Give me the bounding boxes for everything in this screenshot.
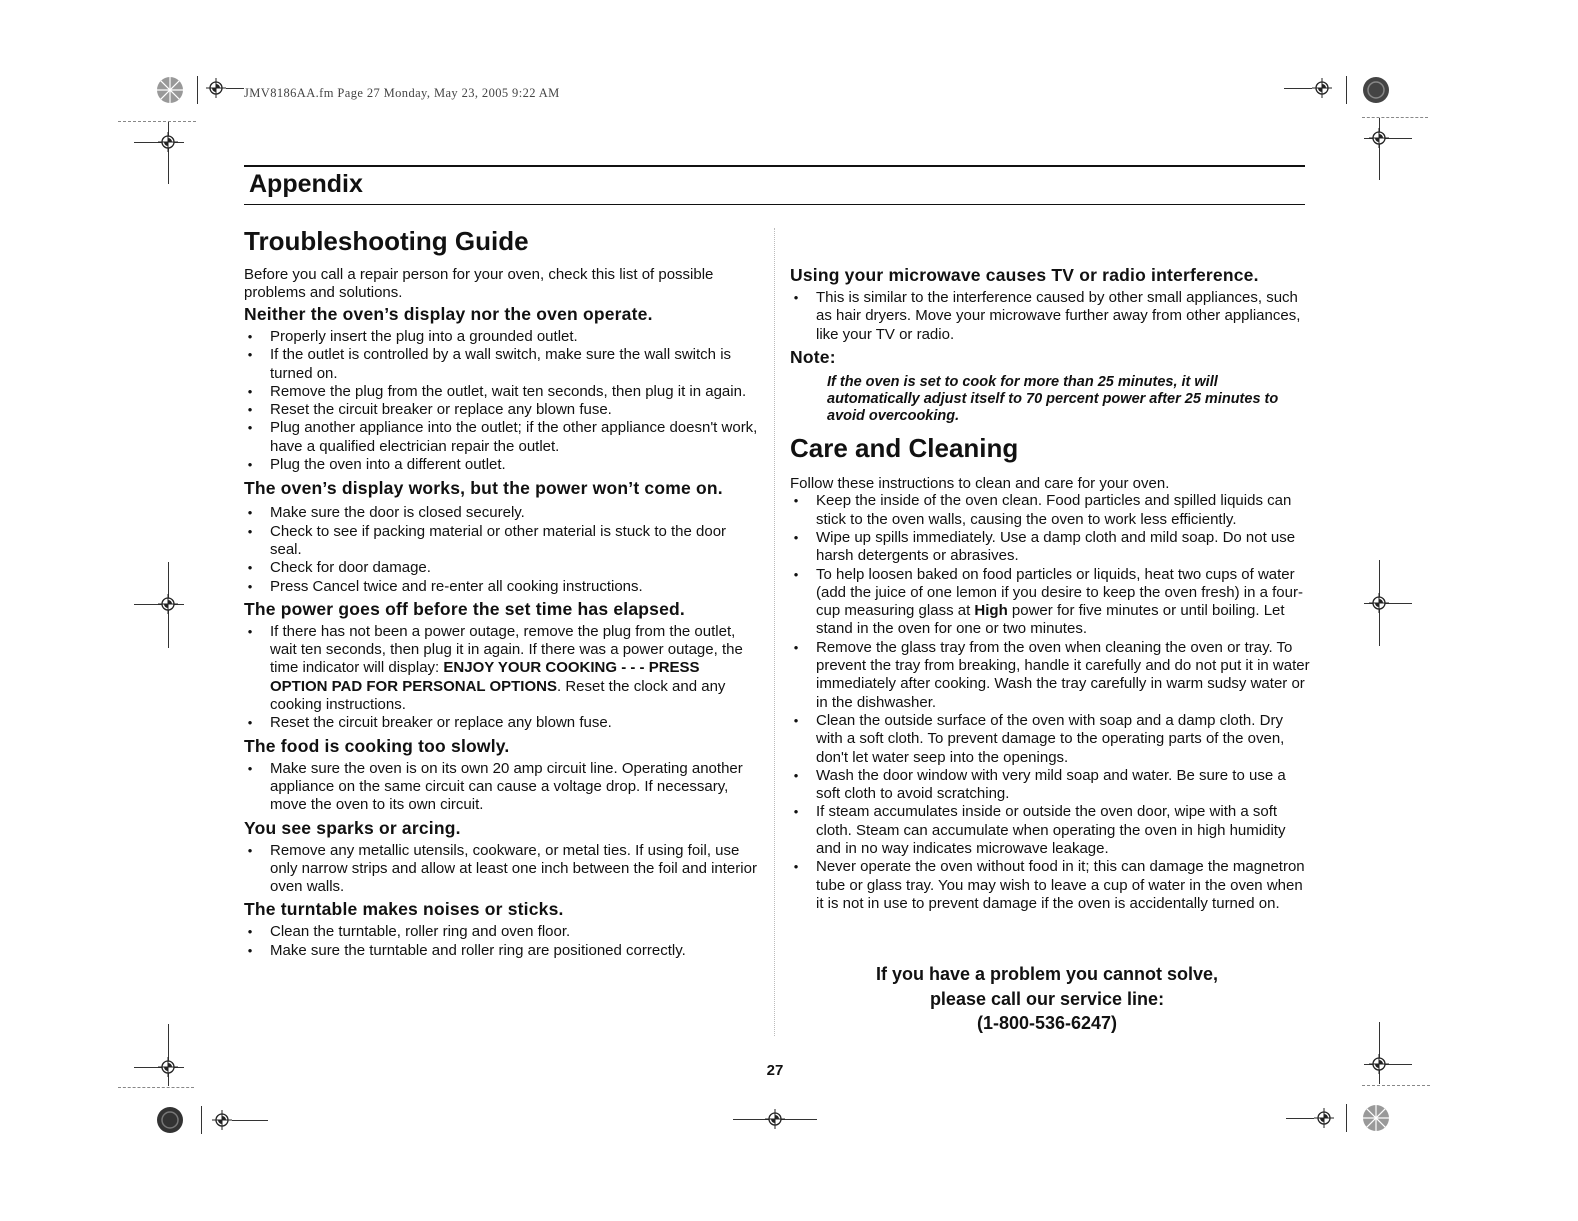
list-item: • Make sure the turntable and roller ring are positioned correctly. [247,941,686,959]
list-item: • Keep the inside of the oven clean. Food particles and spilled liquids can stick to the oven walls, causing the oven to work less efficiently. [793,492,1292,528]
color-swatch-icon [1362,76,1390,104]
list-item: • This is similar to the interference caused by other small appliances, such as hair dryers. Move your microwave further away from other appliances, like your TV or radio. [793,289,1301,343]
page-number: 27 [766,1062,784,1079]
registration-mark-icon [1369,128,1389,148]
problem-heading: Neither the oven’s display nor the oven operate. [244,304,653,324]
list-item: • Properly insert the plug into a grounded outlet. [247,328,578,345]
registration-mark-icon [212,1110,232,1130]
problem-heading: You see sparks or arcing. [244,817,461,838]
list-item: • Press Cancel twice and re-enter all cooking instructions. [247,577,643,595]
header-rule-bottom [244,204,1305,205]
registration-mark-icon [1369,593,1389,613]
color-swatch-icon [156,1106,184,1134]
registration-mark-icon [158,1057,178,1077]
print-header: JMV8186AA.fm Page 27 Monday, May 23, 2005 9:22 AM [244,86,560,100]
problem-list [244,842,760,897]
list-item: • Wipe up spills immediately. Use a damp cloth and mild soap. Do not use harsh detergents or abrasives. [793,528,1296,565]
service-line-2: please call our service line: [929,988,1165,1009]
care-intro: Follow these instructions to clean and care for your oven. [790,474,1170,492]
registration-mark-icon [158,594,178,614]
color-swatch-icon [156,76,184,104]
list-item: • Check for door damage. [247,559,431,577]
color-swatch-icon [1362,1104,1390,1132]
problem-heading: The food is cooking too slowly. [244,735,510,756]
header-rule-top [244,165,1305,167]
registration-mark-icon [158,132,178,152]
troubleshooting-section [244,224,760,960]
list-item: • Remove any metallic utensils, cookware, or metal ties. If using foil, use only narrow strips and allow at least one inch between the foil and interior oven walls. [247,841,757,896]
troubleshooting-title: Troubleshooting Guide [244,226,529,256]
problem-heading: The power goes off before the set time has elapsed. [244,598,685,619]
column-divider [774,228,775,1036]
right-column [790,264,1310,913]
note-heading: Note: [790,346,836,367]
list-item: • Remove the glass tray from the oven when cleaning the oven or tray. To prevent the tray from breaking, handle it carefully and do not put it in water immediately after cooking. Wash the tray carefully in warm sudsy water or in the dishwasher. [793,638,1310,711]
service-callout [790,962,1304,1036]
problem-heading: The oven’s display works, but the power won’t come on. [244,478,723,499]
problem-list [244,760,760,815]
service-line-1: If you have a problem you cannot solve, [875,964,1219,984]
problem-list [244,923,760,960]
list-item: • Remove the plug from the outlet, wait ten seconds, then plug it in again. [247,382,747,400]
appendix-title: Appendix [249,170,363,198]
list-item: • Reset the circuit breaker or replace any blown fuse. [247,401,612,419]
list-item: • Make sure the oven is on its own 20 amp circuit line. Operating another appliance on the same circuit can cause a voltage drop. If necessary, move the oven to its own circuit. [247,759,743,814]
registration-mark-icon [206,78,226,98]
problem-list [244,504,760,595]
registration-mark-icon [765,1109,785,1129]
registration-mark-icon [1369,1054,1389,1074]
problem-heading: Using your microwave causes TV or radio interference. [790,265,1259,285]
list-item: • Plug another appliance into the outlet; if the other appliance doesn't work, have a qualified electrician repair the outlet. [247,419,758,455]
list-item: • If steam accumulates inside or outside the oven door, wipe with a soft cloth. Steam can accumulate when operating the oven in high humidity and in no way indicates microwave leakage. [793,803,1286,858]
list-item: • To help loosen baked on food particles or liquids, heat two cups of water (add the juice of one lemon if you desire to keep the oven fresh) in a four-cup measuring glass at High power for five minutes or until boiling. Let stand in the oven for one or two minutes. [793,565,1303,638]
registration-mark-icon [1312,78,1332,98]
list-item: • Never operate the oven without food in it; this can damage the magnetron tube or glass tray. You may wish to leave a cup of water in the oven when it is not in use to prevent damage if the oven is accidentally turned on. [793,858,1305,912]
problem-list [244,623,760,733]
list-item: • If the outlet is controlled by a wall switch, make sure the wall switch is turned on. [247,346,732,382]
list-item: • Check to see if packing material or other material is stuck to the door seal. [247,522,727,558]
registration-mark-icon [1314,1108,1334,1128]
care-title: Care and Cleaning [790,432,1019,463]
list-item: • Make sure the door is closed securely. [247,504,525,522]
list-item: • Reset the circuit breaker or replace any blown fuse. [247,714,612,732]
note-text: If the oven is set to cook for more than 25 minutes, it will automatically adjust itself to 70 percent power after 25 minutes to avoid overcooking. [827,373,1279,424]
problem-list [244,328,760,474]
list-item: • Wash the door window with very mild soap and water. Be sure to use a soft cloth to avoid scratching. [793,766,1286,803]
service-phone: (1-800-536-6247) [976,1013,1118,1033]
problem-heading: The turntable makes noises or sticks. [244,899,564,920]
list-item: • Clean the outside surface of the oven with soap and a damp cloth. Dry with a soft cloth. To prevent damage to the operating parts of the oven, don't let water seep into the openings. [793,711,1285,766]
problem-list [790,289,1310,344]
list-item: • Plug the oven into a different outlet. [247,456,506,474]
list-item: • If there has not been a power outage, remove the plug from the outlet, wait ten seconds, then plug it in again. If there was a power outage, the time indicator will display: ENJOY YOUR COOKING - - - PRESS OPTION PAD FOR PERSONAL OPTIONS. Reset the clock and any cooking instructions. [247,622,743,714]
list-item: • Clean the turntable, roller ring and oven floor. [247,923,571,941]
troubleshooting-intro: Before you call a repair person for your oven, check this list of possible problems and solutions. [244,266,714,301]
care-list [790,492,1310,913]
